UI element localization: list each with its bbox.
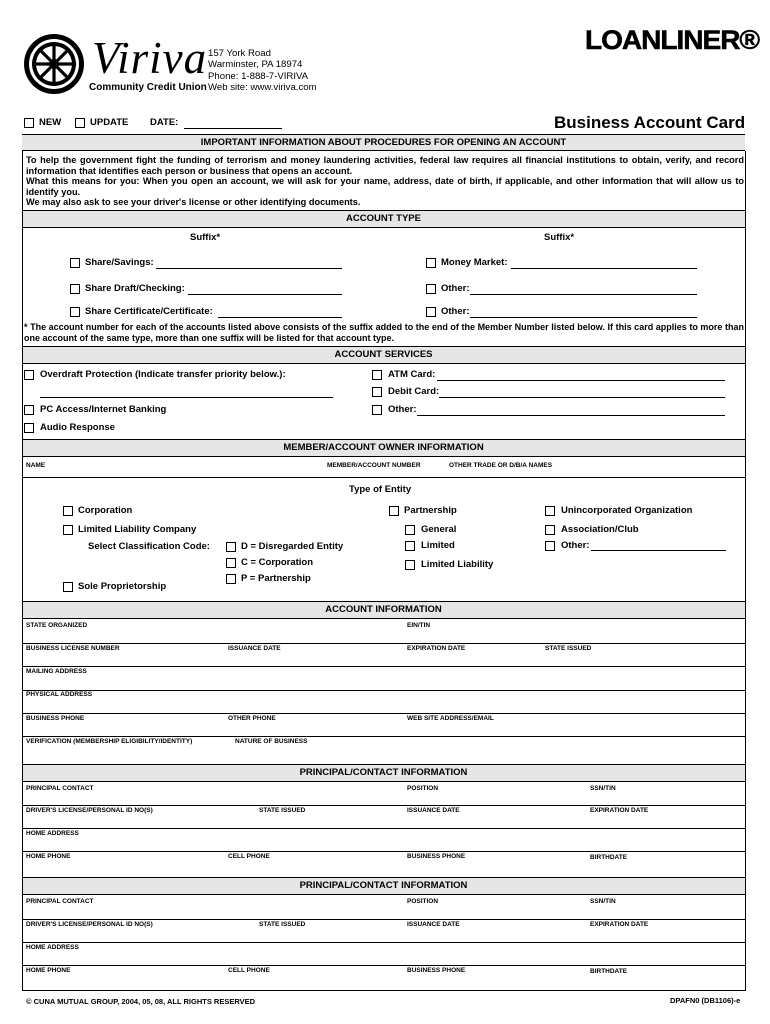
debit-card-field[interactable] bbox=[439, 397, 725, 398]
debit-card-checkbox[interactable] bbox=[372, 387, 382, 397]
entity-other-label: Other: bbox=[561, 540, 590, 551]
birthdate-label: BIRTHDATE bbox=[590, 968, 628, 975]
account-type-heading: ACCOUNT TYPE bbox=[22, 210, 745, 228]
new-checkbox[interactable] bbox=[24, 118, 34, 128]
suffix-footnote: * The account number for each of the accounts listed above consists of the suffix added to the end of the Member Number listed below. If this card applies to more than one account of the same type, more than one suffix will be listed for that account type. bbox=[24, 322, 744, 343]
business-license-label: BUSINESS LICENSE NUMBER bbox=[26, 645, 120, 652]
money-market-field[interactable] bbox=[511, 268, 697, 269]
state-issued-label: STATE ISSUED bbox=[259, 807, 306, 814]
verification-label: VERIFICATION (MEMBERSHIP ELIGIBILITY/IDENTITY) bbox=[26, 738, 193, 745]
entity-other-field[interactable] bbox=[591, 550, 726, 551]
association-label: Association/Club bbox=[561, 524, 639, 535]
other1-label: Other: bbox=[441, 283, 470, 294]
code-c-checkbox[interactable] bbox=[226, 558, 236, 568]
services-other-label: Other: bbox=[388, 404, 417, 415]
share-certificate-checkbox[interactable] bbox=[70, 307, 80, 317]
state-organized-label: STATE ORGANIZED bbox=[26, 622, 88, 629]
ssn-tin-label: SSN/TIN bbox=[590, 785, 616, 792]
new-label: NEW bbox=[39, 117, 62, 128]
row-line bbox=[22, 736, 745, 737]
association-checkbox[interactable] bbox=[545, 525, 555, 535]
atm-card-label: ATM Card: bbox=[388, 369, 436, 380]
share-savings-checkbox[interactable] bbox=[70, 258, 80, 268]
principal-contact-label: PRINCIPAL CONTACT bbox=[26, 785, 94, 792]
important-para bbox=[26, 155, 744, 208]
code-p-checkbox[interactable] bbox=[226, 574, 236, 584]
drivers-license-label: DRIVER'S LICENSE/PERSONAL ID NO(S) bbox=[26, 807, 153, 814]
audio-response-label: Audio Response bbox=[40, 422, 115, 433]
form-title: Business Account Card bbox=[554, 113, 746, 132]
pc-access-checkbox[interactable] bbox=[24, 405, 34, 415]
ssn-tin-label: SSN/TIN bbox=[590, 898, 616, 905]
business-phone-label: BUSINESS PHONE bbox=[407, 853, 466, 860]
overdraft-label: Overdraft Protection (Indicate transfer priority below.): bbox=[40, 369, 286, 380]
issuance-date-label: ISSUANCE DATE bbox=[407, 921, 460, 928]
row-line bbox=[22, 965, 745, 966]
home-address-label: HOME ADDRESS bbox=[26, 944, 79, 951]
row-line bbox=[22, 666, 745, 667]
drivers-license-label: DRIVER'S LICENSE/PERSONAL ID NO(S) bbox=[26, 921, 153, 928]
pc-access-label: PC Access/Internet Banking bbox=[40, 404, 167, 415]
update-label: UPDATE bbox=[90, 117, 129, 128]
position-label: POSITION bbox=[407, 898, 439, 905]
brand-name: Viriva bbox=[92, 33, 208, 83]
form-left-border bbox=[22, 151, 23, 991]
expiration-date-label: EXPIRATION DATE bbox=[590, 807, 649, 814]
money-market-checkbox[interactable] bbox=[426, 258, 436, 268]
row-line bbox=[22, 690, 745, 691]
other2-checkbox[interactable] bbox=[426, 307, 436, 317]
other-trade-label: OTHER TRADE OR D/B/A NAMES bbox=[449, 462, 553, 469]
row-line bbox=[22, 805, 745, 806]
state-issued-label: STATE ISSUED bbox=[545, 645, 592, 652]
name-row-line bbox=[22, 477, 745, 478]
business-phone-label: BUSINESS PHONE bbox=[407, 967, 466, 974]
services-other-field[interactable] bbox=[417, 415, 725, 416]
corporation-label: Corporation bbox=[78, 505, 133, 516]
entity-heading: Type of Entity bbox=[349, 484, 412, 495]
date-label: DATE: bbox=[150, 117, 179, 128]
account-services-heading: ACCOUNT SERVICES bbox=[22, 346, 745, 364]
principal1-heading: PRINCIPAL/CONTACT INFORMATION bbox=[22, 764, 745, 782]
important-para2: What this means for you: When you open an account, we will ask for your name, address, date of birth, if applicable, and other information that will allow us to identify you. bbox=[26, 176, 744, 197]
web-site-label: WEB SITE ADDRESS/EMAIL bbox=[407, 715, 494, 722]
row-line bbox=[22, 919, 745, 920]
important-para1: To help the government fight the funding of terrorism and money laundering activities, federal law requires all financial institutions to obtain, verify, and record information that identifies each person or business that opens an account. bbox=[26, 155, 744, 176]
overdraft-checkbox[interactable] bbox=[24, 370, 34, 380]
member-info-heading: MEMBER/ACCOUNT OWNER INFORMATION bbox=[22, 439, 745, 457]
corporation-checkbox[interactable] bbox=[63, 506, 73, 516]
form-bottom-line bbox=[22, 990, 745, 991]
website-line: Web site: www.viriva.com bbox=[208, 82, 317, 93]
share-savings-label: Share/Savings: bbox=[85, 257, 154, 268]
home-address-label: HOME ADDRESS bbox=[26, 830, 79, 837]
important-para3: We may also ask to see your driver's license or other identifying documents. bbox=[26, 197, 361, 207]
expiration-date-label: EXPIRATION DATE bbox=[407, 645, 466, 652]
suffix-right: Suffix* bbox=[544, 232, 575, 243]
name-label: NAME bbox=[26, 462, 46, 469]
row-line bbox=[22, 851, 745, 852]
classification-label: Select Classification Code: bbox=[88, 541, 210, 552]
sole-prop-label: Sole Proprietorship bbox=[78, 581, 167, 592]
important-heading: IMPORTANT INFORMATION ABOUT PROCEDURES FOR OPENING AN ACCOUNT bbox=[22, 134, 745, 151]
share-certificate-field[interactable] bbox=[218, 317, 342, 318]
physical-address-label: PHYSICAL ADDRESS bbox=[26, 691, 93, 698]
other2-label: Other: bbox=[441, 306, 470, 317]
home-phone-label: HOME PHONE bbox=[26, 853, 71, 860]
general-label: General bbox=[421, 524, 457, 535]
issuance-date-label: ISSUANCE DATE bbox=[407, 807, 460, 814]
partnership-checkbox[interactable] bbox=[389, 506, 399, 516]
unincorporated-label: Unincorporated Organization bbox=[561, 505, 693, 516]
principal2-heading: PRINCIPAL/CONTACT INFORMATION bbox=[22, 877, 745, 895]
atm-card-checkbox[interactable] bbox=[372, 370, 382, 380]
wheel-icon bbox=[22, 32, 86, 96]
member-number-label: MEMBER/ACCOUNT NUMBER bbox=[327, 462, 421, 469]
brand-subtitle: Community Credit Union bbox=[89, 82, 207, 93]
partnership-label: Partnership bbox=[404, 505, 457, 516]
overdraft-field[interactable] bbox=[40, 397, 333, 398]
ein-tin-label: EIN/TIN bbox=[407, 622, 431, 629]
other1-checkbox[interactable] bbox=[426, 284, 436, 294]
code-d-checkbox[interactable] bbox=[226, 542, 236, 552]
sole-prop-checkbox[interactable] bbox=[63, 582, 73, 592]
other1-field[interactable] bbox=[470, 294, 697, 295]
llc-label: Limited Liability Company bbox=[78, 524, 197, 535]
account-info-heading: ACCOUNT INFORMATION bbox=[22, 601, 745, 619]
form-right-border bbox=[745, 151, 746, 991]
limited-liability-checkbox[interactable] bbox=[405, 560, 415, 570]
money-market-label: Money Market: bbox=[441, 257, 508, 268]
entity-other-checkbox[interactable] bbox=[545, 541, 555, 551]
row-line bbox=[22, 828, 745, 829]
expiration-date-label: EXPIRATION DATE bbox=[590, 921, 649, 928]
share-savings-field[interactable] bbox=[156, 268, 342, 269]
nature-business-label: NATURE OF BUSINESS bbox=[235, 738, 308, 745]
row-line bbox=[22, 942, 745, 943]
birthdate-label: BIRTHDATE bbox=[590, 854, 628, 861]
position-label: POSITION bbox=[407, 785, 439, 792]
code-c-label: C = Corporation bbox=[241, 557, 314, 568]
services-other-checkbox[interactable] bbox=[372, 405, 382, 415]
row-line bbox=[22, 643, 745, 644]
principal-contact-label: PRINCIPAL CONTACT bbox=[26, 898, 94, 905]
suffix-left: Suffix* bbox=[190, 232, 221, 243]
code-p-label: P = Partnership bbox=[241, 573, 311, 584]
date-field[interactable] bbox=[184, 128, 282, 129]
unincorporated-checkbox[interactable] bbox=[545, 506, 555, 516]
limited-liability-label: Limited Liability bbox=[421, 559, 494, 570]
row-line bbox=[22, 713, 745, 714]
cell-phone-label: CELL PHONE bbox=[228, 967, 270, 974]
other-phone-label: OTHER PHONE bbox=[228, 715, 276, 722]
business-phone-label: BUSINESS PHONE bbox=[26, 715, 85, 722]
share-draft-label: Share Draft/Checking: bbox=[85, 283, 185, 294]
address-line1: 157 York Road bbox=[208, 48, 271, 59]
audio-response-checkbox[interactable] bbox=[24, 423, 34, 433]
form-code: DPAFN0 (DB1106)-e bbox=[670, 996, 741, 1005]
code-d-label: D = Disregarded Entity bbox=[241, 541, 344, 552]
loanliner-logo: LOANLINER® bbox=[585, 25, 760, 55]
cell-phone-label: CELL PHONE bbox=[228, 853, 270, 860]
copyright-text: © CUNA MUTUAL GROUP, 2004, 05, 08, ALL RIGHTS RESERVED bbox=[26, 997, 256, 1006]
update-checkbox[interactable] bbox=[75, 118, 85, 128]
share-draft-field[interactable] bbox=[188, 294, 342, 295]
general-checkbox[interactable] bbox=[405, 525, 415, 535]
share-draft-checkbox[interactable] bbox=[70, 284, 80, 294]
issuance-date-label: ISSUANCE DATE bbox=[228, 645, 281, 652]
phone-line: Phone: 1-888-7-VIRIVA bbox=[208, 71, 309, 82]
other2-field[interactable] bbox=[470, 317, 697, 318]
limited-label: Limited bbox=[421, 540, 455, 551]
share-certificate-label: Share Certificate/Certificate: bbox=[85, 306, 213, 317]
mailing-address-label: MAILING ADDRESS bbox=[26, 668, 87, 675]
llc-checkbox[interactable] bbox=[63, 525, 73, 535]
address-line2: Warminster, PA 18974 bbox=[208, 59, 303, 70]
debit-card-label: Debit Card: bbox=[388, 386, 440, 397]
limited-checkbox[interactable] bbox=[405, 541, 415, 551]
home-phone-label: HOME PHONE bbox=[26, 967, 71, 974]
state-issued-label: STATE ISSUED bbox=[259, 921, 306, 928]
atm-card-field[interactable] bbox=[437, 380, 725, 381]
